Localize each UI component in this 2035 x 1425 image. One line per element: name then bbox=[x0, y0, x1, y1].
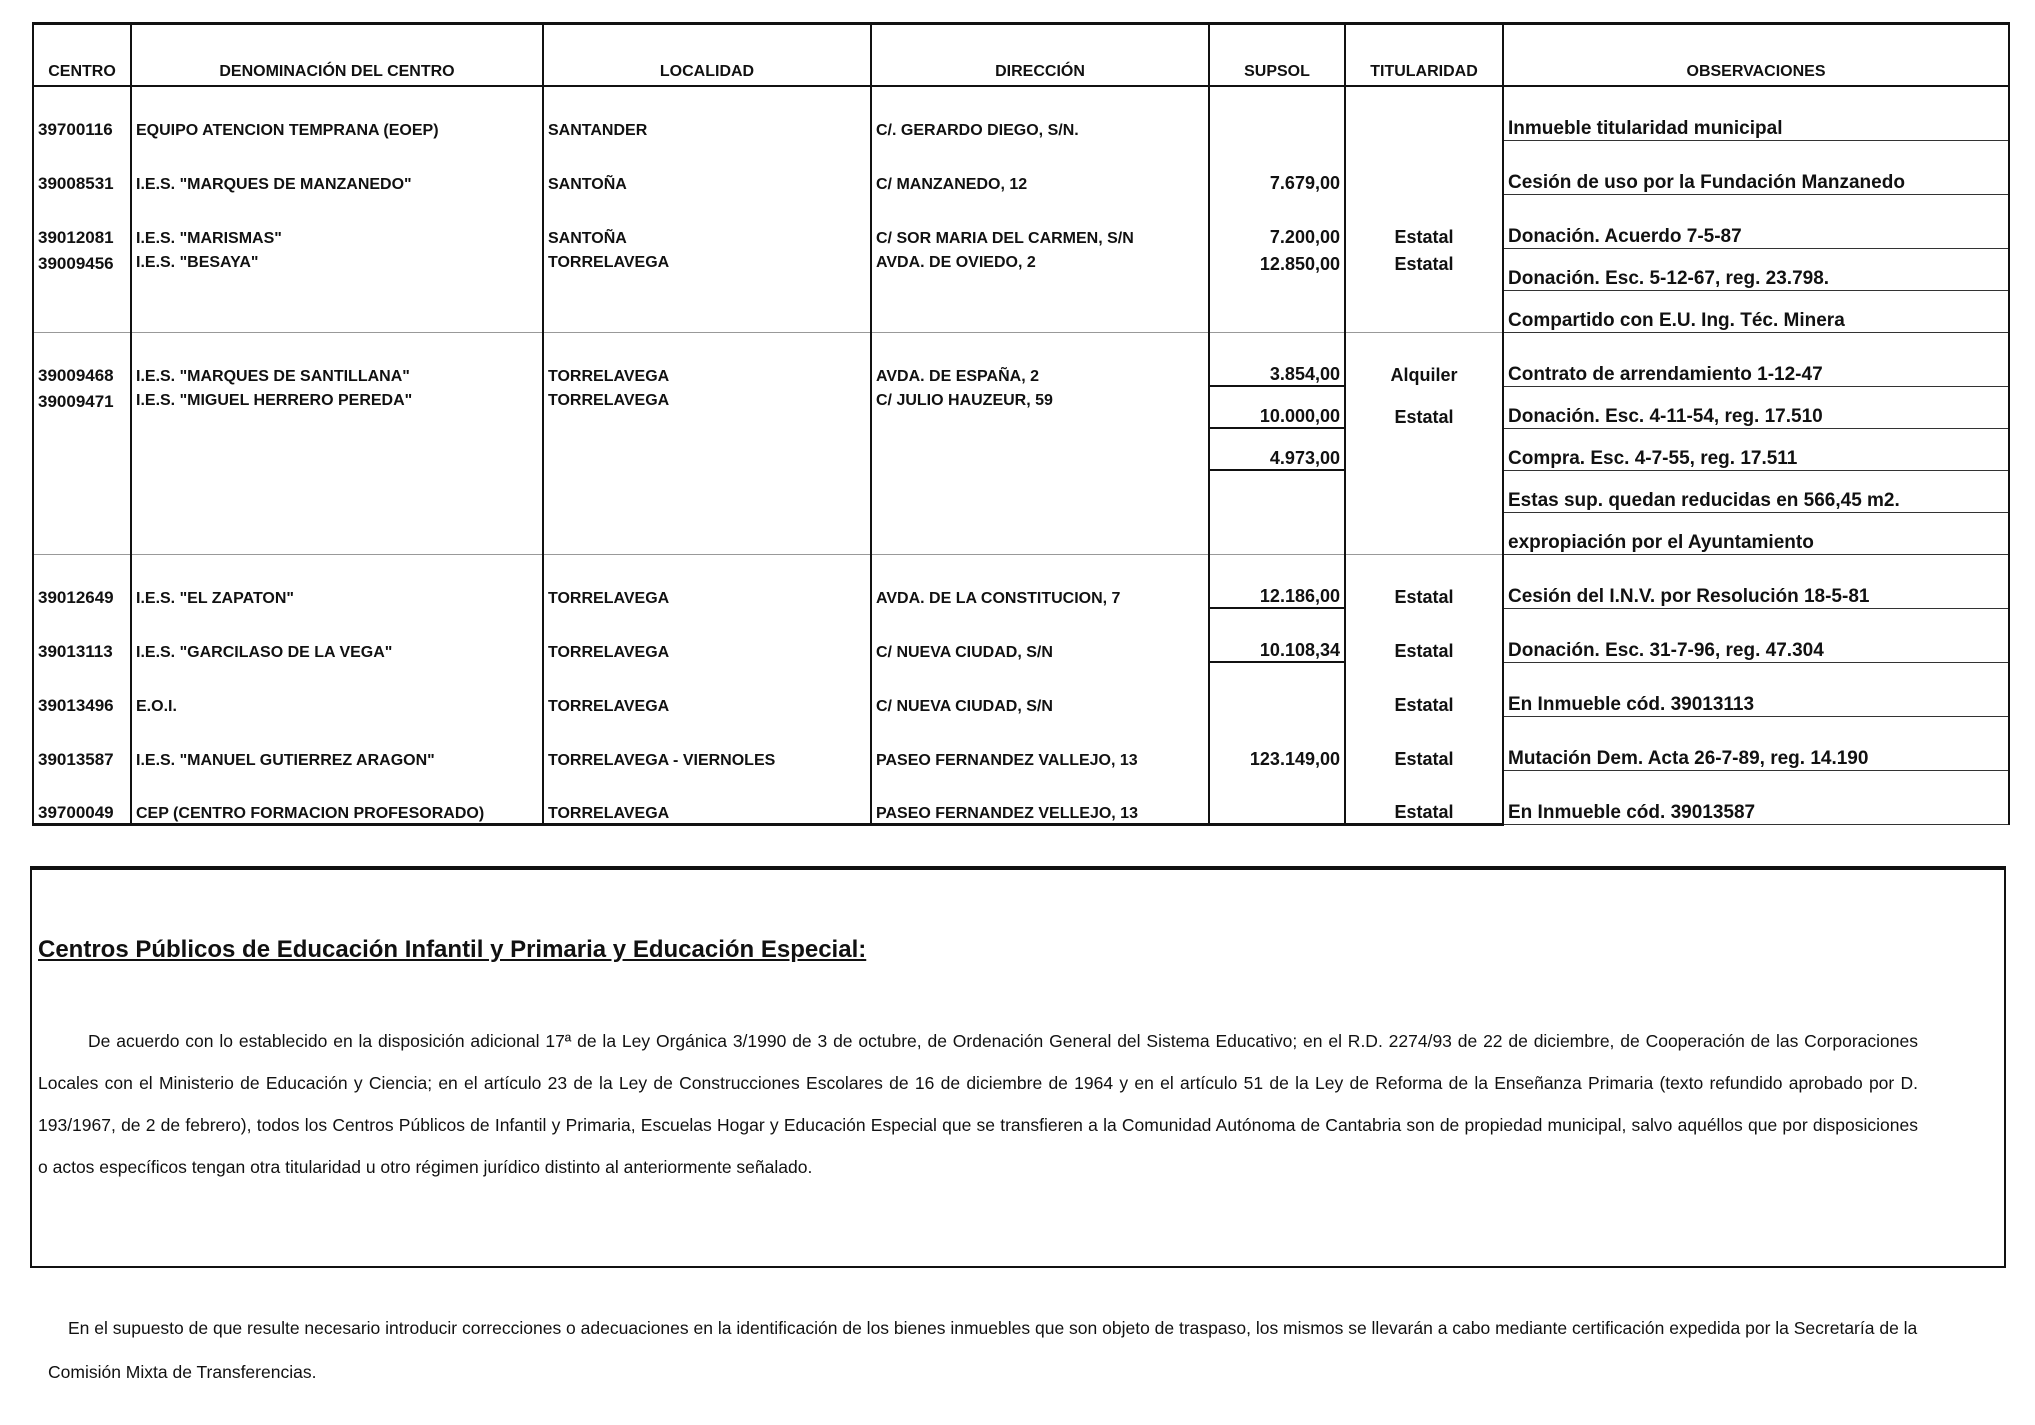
cell-localidad: TORRELAVEGA - VIERNOLES bbox=[543, 716, 871, 770]
cell-denominacion: I.E.S. "EL ZAPATON" bbox=[131, 554, 543, 608]
table-row bbox=[33, 554, 2009, 608]
cell-observaciones: Contrato de arrendamiento 1-12-47 bbox=[1503, 332, 2009, 386]
cell-localidad bbox=[543, 512, 871, 554]
cell-denominacion bbox=[131, 290, 543, 332]
cell-titularidad: Estatal bbox=[1345, 554, 1503, 608]
table-row bbox=[33, 248, 2009, 290]
cell-supsol: 7.679,00 bbox=[1209, 140, 1345, 194]
cell-localidad: TORRELAVEGA bbox=[543, 608, 871, 662]
cell-codigo: 39013496 bbox=[33, 662, 131, 716]
cell-supsol: 12.186,00 bbox=[1209, 554, 1345, 608]
cell-observaciones: Mutación Dem. Acta 26-7-89, reg. 14.190 bbox=[1503, 716, 2009, 770]
cell-supsol bbox=[1209, 770, 1345, 824]
cell-direccion: AVDA. DE ESPAÑA, 2 bbox=[871, 332, 1209, 386]
cell-codigo: 39013113 bbox=[33, 608, 131, 662]
cell-localidad: SANTANDER bbox=[543, 86, 871, 140]
cell-observaciones: Donación. Esc. 4-11-54, reg. 17.510 bbox=[1503, 386, 2009, 428]
cell-observaciones: Cesión del I.N.V. por Resolución 18-5-81 bbox=[1503, 554, 2009, 608]
cell-codigo: 39013587 bbox=[33, 716, 131, 770]
table-row bbox=[33, 194, 2009, 248]
header-direccion: DIRECCIÓN bbox=[871, 24, 1209, 87]
cell-direccion: C/ NUEVA CIUDAD, S/N bbox=[871, 608, 1209, 662]
cell-observaciones: En Inmueble cód. 39013587 bbox=[1503, 770, 2009, 824]
cell-titularidad bbox=[1345, 290, 1503, 332]
header-localidad: LOCALIDAD bbox=[543, 24, 871, 87]
header-titularidad: TITULARIDAD bbox=[1345, 24, 1503, 87]
cell-localidad bbox=[543, 290, 871, 332]
cell-supsol bbox=[1209, 662, 1345, 716]
cell-denominacion: I.E.S. "MIGUEL HERRERO PEREDA" bbox=[131, 386, 543, 428]
cell-observaciones: Inmueble titularidad municipal bbox=[1503, 86, 2009, 140]
cell-titularidad: Estatal bbox=[1345, 608, 1503, 662]
cell-localidad: TORRELAVEGA bbox=[543, 332, 871, 386]
cell-direccion bbox=[871, 470, 1209, 512]
cell-direccion: PASEO FERNANDEZ VELLEJO, 13 bbox=[871, 770, 1209, 824]
cell-observaciones: Compartido con E.U. Ing. Téc. Minera bbox=[1503, 290, 2009, 332]
cell-titularidad bbox=[1345, 428, 1503, 470]
cell-localidad: SANTOÑA bbox=[543, 194, 871, 248]
cell-supsol bbox=[1209, 86, 1345, 140]
cell-direccion: AVDA. DE OVIEDO, 2 bbox=[871, 248, 1209, 290]
cell-supsol: 7.200,00 bbox=[1209, 194, 1345, 248]
section-title: Centros Públicos de Educación Infantil y Primaria y Educación Especial: bbox=[38, 936, 867, 963]
cell-supsol bbox=[1209, 290, 1345, 332]
table-row bbox=[33, 662, 2009, 716]
cell-titularidad bbox=[1345, 86, 1503, 140]
cell-codigo: 39012081 bbox=[33, 194, 131, 248]
cell-supsol: 4.973,00 bbox=[1209, 428, 1345, 470]
header-supsol: SUPSOL bbox=[1209, 24, 1345, 87]
cell-titularidad bbox=[1345, 512, 1503, 554]
cell-titularidad: Estatal bbox=[1345, 248, 1503, 290]
cell-supsol bbox=[1209, 470, 1345, 512]
cell-direccion: C/ MANZANEDO, 12 bbox=[871, 140, 1209, 194]
table-header-row bbox=[33, 24, 2009, 87]
cell-localidad: TORRELAVEGA bbox=[543, 386, 871, 428]
cell-codigo: 39008531 bbox=[33, 140, 131, 194]
cell-denominacion: I.E.S. "MARQUES DE SANTILLANA" bbox=[131, 332, 543, 386]
cell-denominacion bbox=[131, 512, 543, 554]
cell-denominacion: I.E.S. "GARCILASO DE LA VEGA" bbox=[131, 608, 543, 662]
cell-denominacion: EQUIPO ATENCION TEMPRANA (EOEP) bbox=[131, 86, 543, 140]
cell-observaciones: Compra. Esc. 4-7-55, reg. 17.511 bbox=[1503, 428, 2009, 470]
cell-observaciones: Cesión de uso por la Fundación Manzanedo bbox=[1503, 140, 2009, 194]
cell-direccion: C/ JULIO HAUZEUR, 59 bbox=[871, 386, 1209, 428]
cell-observaciones: Estas sup. quedan reducidas en 566,45 m2. bbox=[1503, 470, 2009, 512]
table-row bbox=[33, 332, 2009, 386]
section-box bbox=[30, 866, 2006, 1268]
cell-observaciones: Donación. Esc. 31-7-96, reg. 47.304 bbox=[1503, 608, 2009, 662]
cell-titularidad: Estatal bbox=[1345, 194, 1503, 248]
cell-codigo bbox=[33, 470, 131, 512]
cell-denominacion: I.E.S. "MANUEL GUTIERREZ ARAGON" bbox=[131, 716, 543, 770]
cell-direccion bbox=[871, 428, 1209, 470]
cell-supsol: 10.108,34 bbox=[1209, 608, 1345, 662]
header-observaciones: OBSERVACIONES bbox=[1503, 24, 2009, 87]
cell-supsol: 123.149,00 bbox=[1209, 716, 1345, 770]
cell-observaciones: En Inmueble cód. 39013113 bbox=[1503, 662, 2009, 716]
table-row bbox=[33, 470, 2009, 512]
table-row bbox=[33, 290, 2009, 332]
cell-observaciones: expropiación por el Ayuntamiento bbox=[1503, 512, 2009, 554]
cell-localidad: TORRELAVEGA bbox=[543, 662, 871, 716]
table-row bbox=[33, 140, 2009, 194]
cell-direccion bbox=[871, 512, 1209, 554]
footer-paragraph: En el supuesto de que resulte necesario introducir correcciones o adecuaciones en la identificación de los bienes inmuebles que son objeto de traspaso, los mismos se llevarán a cabo mediante certificación expedida por la Secretaría de la Comisión Mixta de Transferencias. bbox=[48, 1318, 1918, 1382]
cell-localidad: SANTOÑA bbox=[543, 140, 871, 194]
cell-codigo: 39009456 bbox=[33, 248, 131, 290]
header-centro: CENTRO bbox=[33, 24, 131, 87]
cell-titularidad: Alquiler bbox=[1345, 332, 1503, 386]
cell-direccion: C/ NUEVA CIUDAD, S/N bbox=[871, 662, 1209, 716]
cell-codigo: 39700116 bbox=[33, 86, 131, 140]
cell-denominacion: CEP (CENTRO FORMACION PROFESORADO) bbox=[131, 770, 543, 824]
cell-denominacion bbox=[131, 428, 543, 470]
cell-codigo: 39009471 bbox=[33, 386, 131, 428]
cell-direccion bbox=[871, 290, 1209, 332]
cell-titularidad: Estatal bbox=[1345, 662, 1503, 716]
cell-supsol: 10.000,00 bbox=[1209, 386, 1345, 428]
cell-direccion: C/. GERARDO DIEGO, S/N. bbox=[871, 86, 1209, 140]
cell-titularidad bbox=[1345, 140, 1503, 194]
cell-observaciones: Donación. Esc. 5-12-67, reg. 23.798. bbox=[1503, 248, 2009, 290]
table-row bbox=[33, 512, 2009, 554]
table-row bbox=[33, 716, 2009, 770]
cell-supsol: 3.854,00 bbox=[1209, 332, 1345, 386]
cell-denominacion bbox=[131, 470, 543, 512]
cell-direccion: AVDA. DE LA CONSTITUCION, 7 bbox=[871, 554, 1209, 608]
cell-supsol: 12.850,00 bbox=[1209, 248, 1345, 290]
cell-localidad: TORRELAVEGA bbox=[543, 554, 871, 608]
table-row bbox=[33, 428, 2009, 470]
cell-direccion: PASEO FERNANDEZ VALLEJO, 13 bbox=[871, 716, 1209, 770]
table-row bbox=[33, 386, 2009, 428]
cell-denominacion: I.E.S. "BESAYA" bbox=[131, 248, 543, 290]
cell-codigo bbox=[33, 290, 131, 332]
cell-denominacion: I.E.S. "MARISMAS" bbox=[131, 194, 543, 248]
cell-localidad bbox=[543, 428, 871, 470]
table-row bbox=[33, 770, 2009, 824]
table-row bbox=[33, 608, 2009, 662]
cell-codigo bbox=[33, 512, 131, 554]
cell-codigo: 39009468 bbox=[33, 332, 131, 386]
cell-codigo: 39012649 bbox=[33, 554, 131, 608]
cell-direccion: C/ SOR MARIA DEL CARMEN, S/N bbox=[871, 194, 1209, 248]
cell-codigo: 39700049 bbox=[33, 770, 131, 824]
cell-titularidad bbox=[1345, 470, 1503, 512]
cell-codigo bbox=[33, 428, 131, 470]
cell-titularidad: Estatal bbox=[1345, 770, 1503, 824]
header-denominacion: DENOMINACIÓN DEL CENTRO bbox=[131, 24, 543, 87]
cell-observaciones: Donación. Acuerdo 7-5-87 bbox=[1503, 194, 2009, 248]
cell-titularidad: Estatal bbox=[1345, 386, 1503, 428]
cell-localidad: TORRELAVEGA bbox=[543, 248, 871, 290]
centres-table bbox=[32, 22, 2010, 826]
cell-supsol bbox=[1209, 512, 1345, 554]
cell-localidad: TORRELAVEGA bbox=[543, 770, 871, 824]
table-row bbox=[33, 86, 2009, 140]
cell-localidad bbox=[543, 470, 871, 512]
cell-denominacion: E.O.I. bbox=[131, 662, 543, 716]
section-body: De acuerdo con lo establecido en la disposición adicional 17ª de la Ley Orgánica 3/1990 de 3 de octubre, de Ordenación General del Sistema Educativo; en el R.D. 2274/93 de 22 de diciembre, de Cooperación de las Corporaciones Locales con el Ministerio de Educación y Ciencia; en el artículo 23 de la Ley de Construcciones Escolares de 16 de diciembre de 1964 y en el artículo 51 de la Ley de Reforma de la Enseñanza Primaria (texto refundido aprobado por D. 193/1967, de 2 de febrero), todos los Centros Públicos de Infantil y Primaria, Escuelas Hogar y Educación Especial que se transfieren a la Comunidad Autónoma de Cantabria son de propiedad municipal, salvo aquéllos que por disposiciones o actos específicos tengan otra titularidad u otro régimen jurídico distinto al anteriormente señalado. bbox=[38, 1031, 1918, 1177]
cell-titularidad: Estatal bbox=[1345, 716, 1503, 770]
cell-denominacion: I.E.S. "MARQUES DE MANZANEDO" bbox=[131, 140, 543, 194]
